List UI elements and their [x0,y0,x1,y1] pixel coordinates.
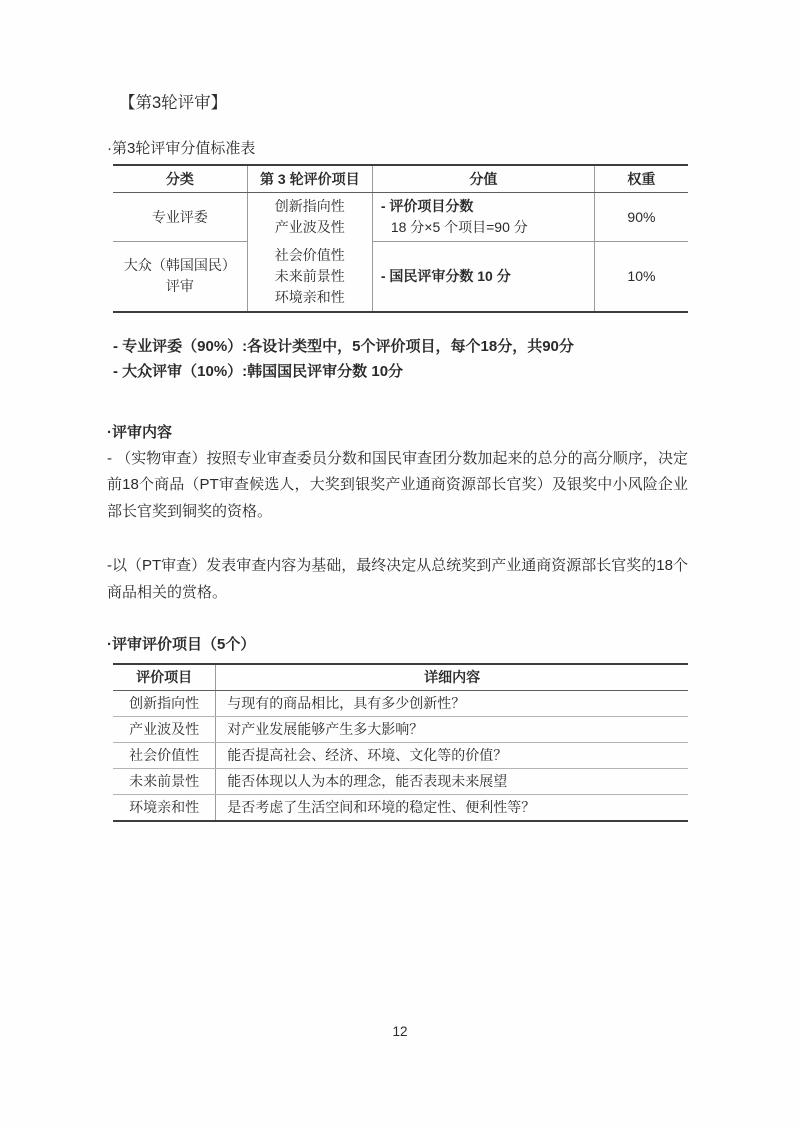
note-line: - 大众评审（10%）:韩国国民评审分数 10分 [113,362,404,380]
score-standard-section [107,139,688,384]
score-detail: 18 分×5 个项目=90 分 [390,219,528,235]
header-detail: 详细内容 [216,664,688,691]
page-title: 【第3轮评审】 [119,94,228,112]
review-paragraph: -以（PT审查）发表审查内容为基础，最终决定从总统奖到产业通商资源部长官奖的18个商品相关的赏格。 [107,557,688,601]
score-cell [372,242,594,312]
item-cell: 环境亲和性 [129,799,200,815]
score-table-row-expert [113,193,688,242]
note-line: - 专业评委（90%）:各设计类型中，5个评价项目，每个18分，共90分 [113,337,574,355]
page-number: 12 [392,1024,408,1039]
item-line: 未来前景性 [274,267,345,284]
score-table-header-row [113,165,688,193]
item-line: 创新指向性 [274,198,345,215]
item-line: 环境亲和性 [274,288,345,305]
eval-table-row [113,691,688,717]
item-cell: 创新指向性 [113,691,216,717]
weight-cell: 10% [594,242,688,312]
header-item: 评价项目 [113,664,216,691]
category-cell: 大众（韩国国民）评审 [123,257,236,295]
item-cell: 社会价值性 [113,743,216,769]
header-items: 第 3 轮评价项目 [247,165,372,193]
item-line: 产业波及性 [274,219,345,236]
eval-table-row [113,769,688,795]
review-paragraph: - （实物审查）按照专业审查委员分数和国民审查团分数加起来的总分的高分顺序，决定前18个商品（PT审查候选人，大奖到银奖产业通商资源部长官奖）及银奖中小风险企业部长官奖到铜奖的资格。 [107,449,688,520]
category-cell: 专业评委 [113,193,247,242]
score-standard-table [113,164,688,313]
evaluation-items-heading: ·评审评价项目（5个） [107,636,256,653]
eval-table-row [113,795,688,822]
detail-cell: 能否提高社会、经济、环境、文化等的价值？ [216,743,688,769]
eval-table-row [113,743,688,769]
eval-table-header-row [113,664,688,691]
detail-cell: 与现有的商品相比，具有多少创新性？ [216,691,688,717]
score-title: - 国民评审分数 10 分 [380,267,511,284]
items-cell [247,242,372,312]
score-title: - 评价项目分数 [380,198,474,214]
evaluation-items-section [107,635,688,822]
score-table-row-public [113,242,688,312]
items-cell [247,193,372,242]
header-category: 分类 [113,165,247,193]
weight-cell: 90% [594,193,688,242]
detail-cell: 能否体现以人为本的理念，能否表现未来展望 [216,769,688,795]
detail-cell: 是否考虑了生活空间和环境的稳定性、便利性等？ [216,795,688,822]
eval-table-row [113,717,688,743]
detail-cell: 对产业发展能够产生多大影响？ [216,717,688,743]
review-content-section [107,420,688,607]
evaluation-items-table [113,663,688,822]
header-score: 分值 [372,165,594,193]
score-standard-heading: ·第3轮评审分值标准表 [107,140,256,157]
item-line: 社会价值性 [274,246,345,263]
item-cell: 未来前景性 [113,769,216,795]
header-weight: 权重 [594,165,688,193]
item-cell: 产业波及性 [113,717,216,743]
score-notes [113,334,688,384]
review-content-heading: ·评审内容 [107,423,172,441]
score-cell [372,193,594,242]
